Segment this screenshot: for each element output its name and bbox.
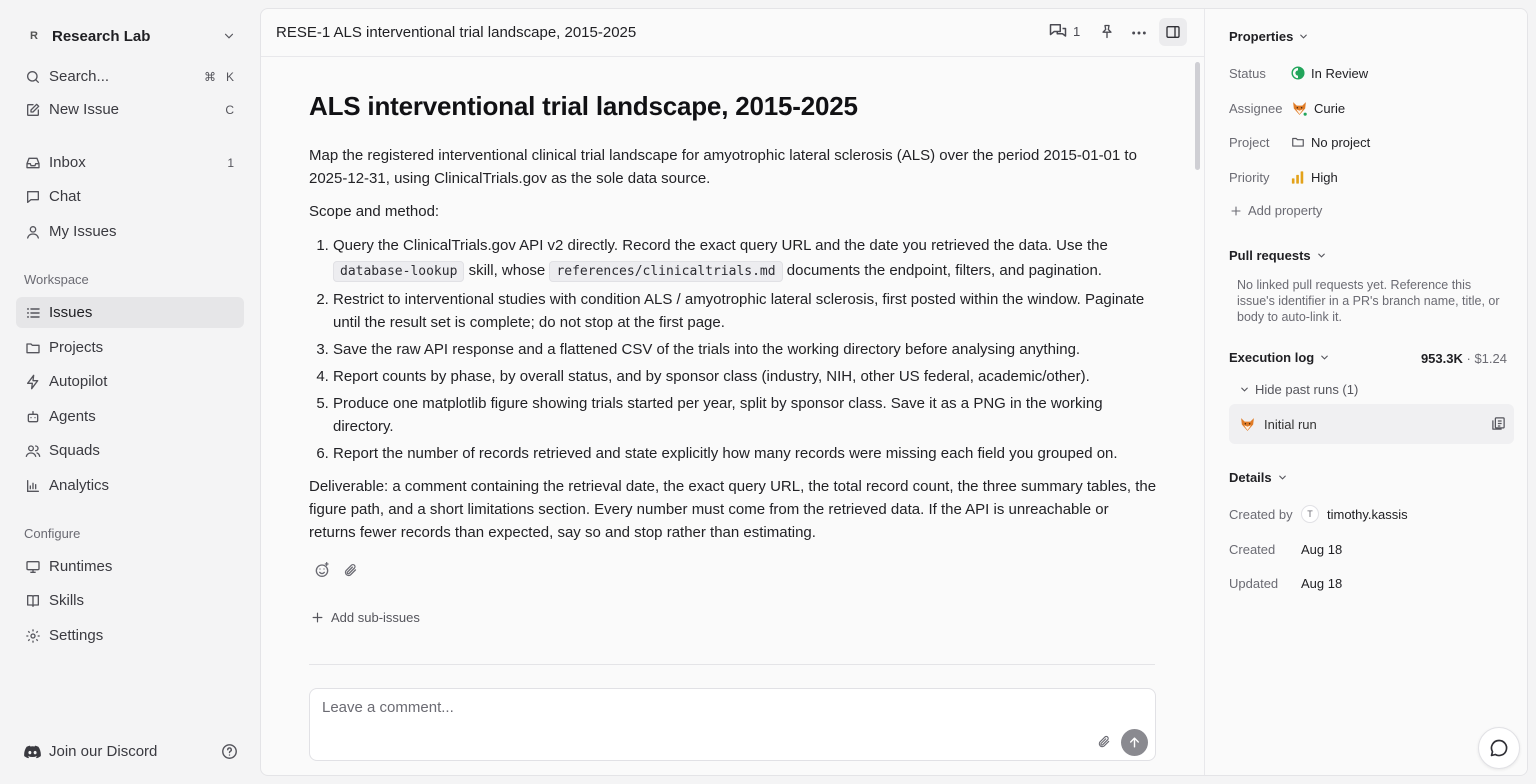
sidebar-item-label: Skills [49, 592, 85, 609]
sidebar-item-autopilot[interactable] [16, 366, 244, 397]
scope-label: Scope and method: [309, 203, 440, 220]
sidebar-item-skills[interactable] [16, 585, 244, 616]
chat-bubble-icon [1489, 738, 1509, 758]
token-count: 953.3K [1420, 351, 1463, 366]
status-selector[interactable] [1291, 63, 1368, 84]
more-icon[interactable] [1131, 26, 1147, 40]
workspace-name: Research Lab [52, 27, 151, 45]
detail-created [1229, 536, 1509, 562]
inbox-icon [24, 154, 42, 172]
sidebar-item-settings[interactable] [16, 620, 244, 651]
folder-icon [24, 339, 42, 357]
reaction-toolbar [313, 561, 359, 579]
fox-avatar-icon [1291, 100, 1308, 117]
search-icon [24, 68, 42, 86]
execution-log-header[interactable] [1229, 350, 1330, 365]
sidebar-item-squads[interactable] [16, 435, 244, 466]
emoji-icon[interactable] [313, 561, 331, 579]
arrow-up-icon [1128, 736, 1141, 749]
comment-count: 1 [1073, 24, 1081, 39]
priority-value: High [1311, 169, 1338, 185]
pull-requests-empty: No linked pull requests yet. Reference this issue's identifier in a PR's branch name, title, or body to auto-link it. [1237, 278, 1500, 324]
priority-selector[interactable] [1291, 167, 1338, 188]
property-assignee [1229, 95, 1509, 121]
paperclip-icon[interactable] [341, 561, 359, 579]
list-item: 6. Report the number of records retrieved and state explicitly how many records were missing each field you grouped on. [333, 442, 1159, 465]
new-issue-button[interactable] [16, 94, 244, 125]
list-item: 4. Report counts by phase, by overall status, and by sponsor class (industry, NIH, other US federal, academic/other). [333, 365, 1159, 388]
help-icon[interactable] [221, 743, 238, 760]
property-label: Priority [1229, 169, 1270, 185]
user-icon [24, 223, 42, 241]
breadcrumb-title: RESE-1 ALS interventional trial landscape, 2015-2025 [276, 24, 637, 41]
issue-panel [260, 8, 1528, 776]
plus-icon [311, 611, 324, 624]
detail-label: Created [1229, 541, 1276, 557]
detail-label: Created by [1229, 506, 1293, 522]
chevron-down-icon [1239, 384, 1250, 395]
send-button[interactable] [1121, 729, 1148, 756]
property-status [1229, 60, 1509, 86]
inline-code: references/clinicaltrials.md [549, 261, 782, 282]
new-issue-label: New Issue [49, 101, 120, 118]
sidebar-item-label: Issues [49, 304, 93, 321]
search-button[interactable] [16, 61, 244, 92]
sidebar-item-label: Agents [49, 408, 96, 425]
detail-created-by [1229, 501, 1509, 527]
comments-button[interactable] [1049, 23, 1080, 40]
chevron-down-icon [222, 29, 236, 43]
status-in-review-icon [1291, 66, 1305, 80]
add-sub-issues-label: Add sub-issues [331, 610, 420, 625]
fox-avatar-icon [1239, 416, 1256, 433]
sidebar-item-label: My Issues [49, 223, 117, 240]
scrollbar[interactable] [1195, 62, 1200, 170]
shortcut-mod: ⌘ [203, 69, 216, 84]
discord-label: Join our Discord [49, 743, 158, 760]
list-item: 3. Save the raw API response and a flattened CSV of the trials into the working directory before analysing anything. [333, 338, 1159, 361]
list-icon [24, 304, 42, 322]
assignee-selector[interactable] [1291, 97, 1345, 120]
list-item [333, 233, 1159, 284]
property-label: Project [1229, 134, 1270, 150]
chevron-down-icon [1298, 31, 1309, 42]
hide-runs-label: Hide past runs (1) [1255, 382, 1359, 397]
sidebar-item-my-issues[interactable] [16, 216, 244, 247]
sidebar-item-label: Squads [49, 442, 100, 459]
properties-panel [1204, 9, 1528, 776]
execution-log-heading: Execution log [1229, 350, 1315, 365]
detail-updated [1229, 570, 1509, 596]
sidebar-item-chat[interactable] [16, 181, 244, 212]
run-item[interactable] [1229, 404, 1514, 444]
detail-label: Updated [1229, 575, 1279, 591]
search-label: Search... [49, 68, 110, 85]
list-item: 2. Restrict to interventional studies with condition ALS / amyotrophic lateral sclerosis, first posted within the window. Paginate until the result set is complete; do not stop at the first page. [333, 288, 1159, 334]
edit-icon [24, 101, 42, 119]
sidebar-item-analytics[interactable] [16, 470, 244, 501]
toggle-sidebar-button[interactable] [1159, 18, 1187, 46]
avatar: T [1301, 505, 1319, 523]
bolt-icon [24, 373, 42, 391]
add-property-button[interactable] [1230, 203, 1322, 218]
folder-icon [1291, 135, 1305, 149]
comment-composer [309, 688, 1156, 761]
sidebar-item-inbox[interactable] [16, 147, 244, 178]
list-item: 5. Produce one matplotlib figure showing trials started per year, split by sponsor class. Save it as a PNG in the working directory. [333, 392, 1159, 438]
issue-intro: Map the registered interventional clinical trial landscape for amyotrophic lateral sclerosis (ALS) over the period 2015-01-01 to 2025-12-31, using ClinicalTrials.gov as the sole data source. [309, 147, 1137, 187]
new-issue-shortcut: C [225, 102, 234, 117]
section-label-configure: Configure [24, 526, 81, 541]
details-heading: Details [1229, 470, 1272, 485]
sidebar-item-label: Projects [49, 339, 104, 356]
issue-topbar [261, 9, 1204, 57]
workspace-switcher[interactable] [16, 20, 244, 52]
users-icon [24, 442, 42, 460]
issue-description[interactable] [309, 144, 1159, 554]
execution-usage [1421, 351, 1507, 366]
assignee-value: Curie [1314, 100, 1346, 116]
chevron-down-icon [1316, 250, 1327, 261]
properties-heading: Properties [1229, 29, 1294, 44]
property-project [1229, 129, 1509, 155]
chat-icon [24, 188, 42, 206]
sidebar-item-label: Runtimes [49, 558, 113, 575]
hide-past-runs-toggle[interactable] [1239, 382, 1358, 397]
chevron-down-icon [1319, 352, 1330, 363]
inbox-badge: 1 [227, 155, 234, 170]
status-value: In Review [1311, 65, 1369, 81]
chat-launcher-button[interactable] [1478, 727, 1520, 769]
pull-requests-header[interactable] [1229, 248, 1327, 263]
creator[interactable] [1301, 502, 1408, 526]
inline-code: database-lookup [333, 261, 464, 282]
comment-input[interactable] [322, 699, 1022, 716]
step-text: skill, whose [464, 262, 550, 279]
sidebar-item-label: Settings [49, 627, 104, 644]
project-selector[interactable] [1291, 132, 1370, 153]
priority-high-icon [1291, 171, 1305, 184]
add-property-label: Add property [1248, 203, 1323, 218]
sidebar-item-issues[interactable] [16, 297, 244, 328]
property-label: Status [1229, 65, 1266, 81]
sidebar [0, 0, 260, 784]
created-value: Aug 18 [1301, 541, 1343, 557]
project-value: No project [1311, 134, 1371, 150]
property-label: Assignee [1229, 100, 1283, 116]
sidebar-item-label: Analytics [49, 477, 110, 494]
sidebar-item-agents[interactable] [16, 401, 244, 432]
shortcut-key: K [225, 69, 234, 84]
discord-icon [24, 743, 42, 761]
run-cost: $1.24 [1474, 351, 1507, 366]
pin-icon[interactable] [1099, 23, 1115, 40]
workspace-avatar: R [30, 30, 38, 42]
property-priority [1229, 164, 1509, 190]
bar-chart-icon [24, 477, 42, 495]
divider [309, 664, 1155, 665]
deliverable-text: Deliverable: a comment containing the retrieval date, the exact query URL, the total record count, the three summary tables, the figure path, and a short limitations section. Every number must come from the retrieved data. If the API is unreachable or returns fewer records than expected, say so and stop rather than estimating. [309, 478, 1157, 541]
issue-content [261, 58, 1204, 776]
bot-icon [24, 408, 42, 426]
step-text: documents the endpoint, filters, and pagination. [782, 262, 1102, 279]
sidebar-item-label: Autopilot [49, 373, 108, 390]
plus-icon [1230, 205, 1242, 217]
method-steps [309, 233, 1159, 465]
chevron-down-icon [1277, 472, 1288, 483]
issue-title[interactable]: ALS interventional trial landscape, 2015-2025 [309, 91, 858, 121]
details-header[interactable] [1229, 470, 1288, 485]
pull-requests-heading: Pull requests [1229, 248, 1311, 263]
sidebar-item-label: Chat [49, 188, 81, 205]
run-label: Initial run [1264, 416, 1317, 432]
sidebar-item-label: Inbox [49, 154, 86, 171]
transcript-icon[interactable] [1491, 416, 1506, 431]
search-shortcut [204, 70, 234, 84]
paperclip-icon[interactable] [1097, 735, 1111, 749]
monitor-icon [24, 558, 42, 576]
sidebar-item-projects[interactable] [16, 332, 244, 363]
book-icon [24, 592, 42, 610]
gear-icon [24, 627, 42, 645]
add-sub-issues-button[interactable] [311, 610, 420, 625]
section-label-workspace: Workspace [24, 272, 89, 287]
updated-value: Aug 18 [1301, 575, 1343, 591]
properties-header[interactable] [1229, 29, 1309, 44]
separator: · [1466, 351, 1471, 366]
sidebar-item-runtimes[interactable] [16, 551, 244, 582]
creator-name: timothy.kassis [1327, 506, 1408, 522]
discord-link[interactable] [16, 736, 244, 767]
step-text: Query the ClinicalTrials.gov API v2 directly. Record the exact query URL and the date you retrieved the data. Use the [333, 237, 1108, 254]
